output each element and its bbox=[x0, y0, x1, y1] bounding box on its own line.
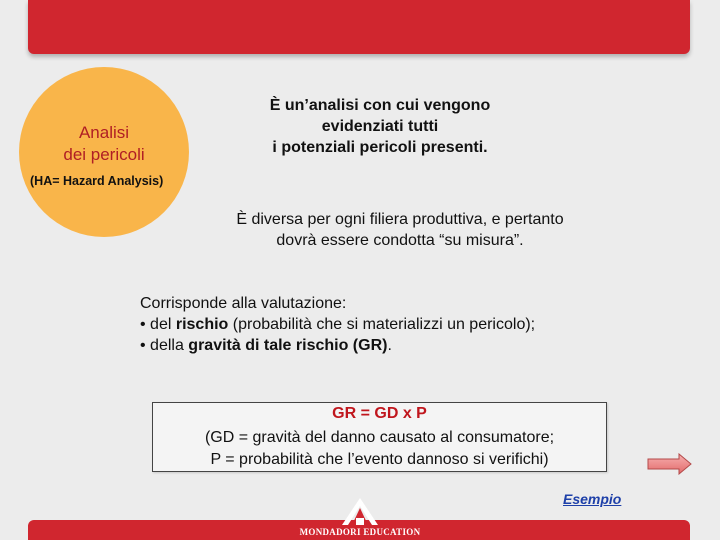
evaluation-list bbox=[140, 293, 620, 356]
circle-title-line2: dei pericoli bbox=[63, 145, 145, 164]
item1-bold: rischio bbox=[175, 316, 229, 333]
evaluation-item-risk bbox=[140, 314, 620, 335]
intro-line2: evidenziati tutti bbox=[321, 118, 439, 135]
logo-text: MONDADORI EDUCATION bbox=[299, 527, 421, 537]
circle-title-line1: Analisi bbox=[78, 123, 130, 142]
intro-text bbox=[230, 95, 530, 158]
circle-title bbox=[19, 122, 189, 166]
example-link[interactable]: Esempio bbox=[563, 491, 622, 507]
formula-line1: (GD = gravità del danno causato al consumatore; bbox=[204, 429, 555, 446]
evaluation-heading: Corrisponde alla valutazione: bbox=[140, 295, 347, 312]
formula-line2: P = probabilità che l’evento dannoso si verifichi) bbox=[210, 451, 549, 468]
publisher-logo bbox=[290, 498, 430, 540]
diversity-line2: dovrà essere condotta “su misura”. bbox=[276, 232, 524, 249]
next-arrow-button[interactable] bbox=[647, 453, 692, 475]
top-header-bar bbox=[28, 0, 690, 54]
diversity-line1: È diversa per ogni filiera produttiva, e pertanto bbox=[236, 211, 564, 228]
logo-mark-icon bbox=[290, 498, 430, 528]
item1-rest: (probabilità che si materializzi un pericolo); bbox=[228, 316, 536, 333]
diversity-text bbox=[195, 209, 605, 251]
intro-line1: È un’analisi con cui vengono bbox=[269, 97, 491, 114]
item2-rest: . bbox=[387, 337, 392, 354]
item2-prefix: • della bbox=[140, 337, 189, 354]
intro-line3: i potenziali pericoli presenti. bbox=[272, 139, 488, 156]
item2-bold: gravità di tale rischio (GR) bbox=[188, 337, 388, 354]
arrow-right-icon bbox=[647, 453, 692, 475]
circle-subtitle: (HA= Hazard Analysis) bbox=[30, 174, 164, 188]
formula-title: GR = GD x P bbox=[332, 405, 427, 422]
item1-prefix: • del bbox=[140, 316, 176, 333]
evaluation-item-severity bbox=[140, 335, 620, 356]
